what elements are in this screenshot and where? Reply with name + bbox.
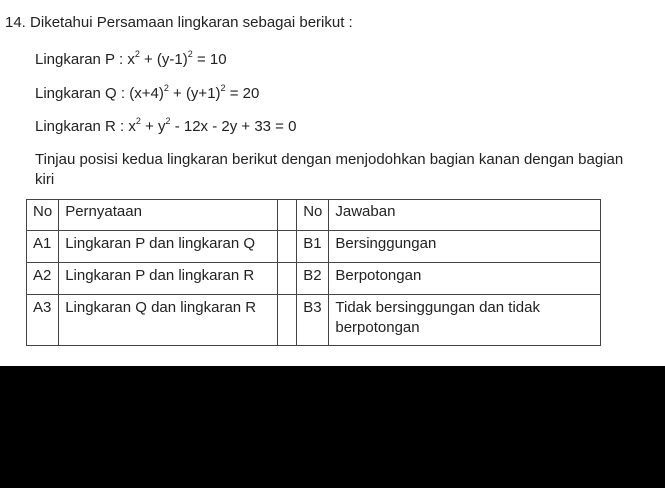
table-row: [27, 231, 601, 263]
equation-label: Lingkaran Q: [35, 85, 117, 102]
instruction-text: Tinjau posisi kedua lingkaran berikut dengan menjodohkan bagian kanan dengan bagian kiri: [35, 151, 624, 188]
table-row: [27, 295, 601, 346]
equation-circle-q: Lingkaran Q : $(x+4)^2 + (y+1)^2 = 20$: [35, 83, 260, 102]
cell-no-right: B3: [297, 295, 329, 346]
answer-blank-cell: [278, 263, 297, 295]
cell-no-left: A1: [27, 231, 59, 263]
cell-no-left: A3: [27, 295, 59, 346]
equation-label: Lingkaran P: [35, 51, 115, 68]
cell-answer: Berpotongan: [329, 263, 601, 295]
answer-blank-cell: [278, 295, 297, 346]
cell-no-left: A2: [27, 263, 59, 295]
cell-no-right: B1: [297, 231, 329, 263]
cell-no-right: B2: [297, 263, 329, 295]
header-statement: Pernyataan: [59, 200, 278, 231]
header-no-left: No: [27, 200, 59, 231]
cell-statement: Lingkaran P dan lingkaran Q: [59, 231, 278, 263]
cell-statement: Lingkaran Q dan lingkaran R: [59, 295, 278, 346]
matching-table: [26, 199, 601, 346]
answer-blank-cell: [278, 231, 297, 263]
question-heading: [5, 14, 353, 31]
header-no-right: No: [297, 200, 329, 231]
question-number: 14.: [5, 14, 26, 31]
black-empty-area: [0, 366, 665, 488]
answer-blank-cell: [278, 200, 297, 231]
table-header-row: [27, 200, 601, 231]
header-answer: Jawaban: [329, 200, 601, 231]
equation-circle-p: Lingkaran P : $x^2 + (y-1)^2 = 10$: [35, 49, 227, 68]
cell-answer: Tidak bersinggungan dan tidak berpotongan: [329, 295, 601, 346]
cell-answer: Bersinggungan: [329, 231, 601, 263]
question-title: Diketahui Persamaan lingkaran sebagai berikut :: [30, 14, 353, 31]
equation-label: Lingkaran R: [35, 118, 116, 135]
cell-statement: Lingkaran P dan lingkaran R: [59, 263, 278, 295]
table-row: [27, 263, 601, 295]
equation-circle-r: Lingkaran R : $x^2 + y^2 - 12x - 2y + 33 = 0$: [35, 116, 297, 135]
